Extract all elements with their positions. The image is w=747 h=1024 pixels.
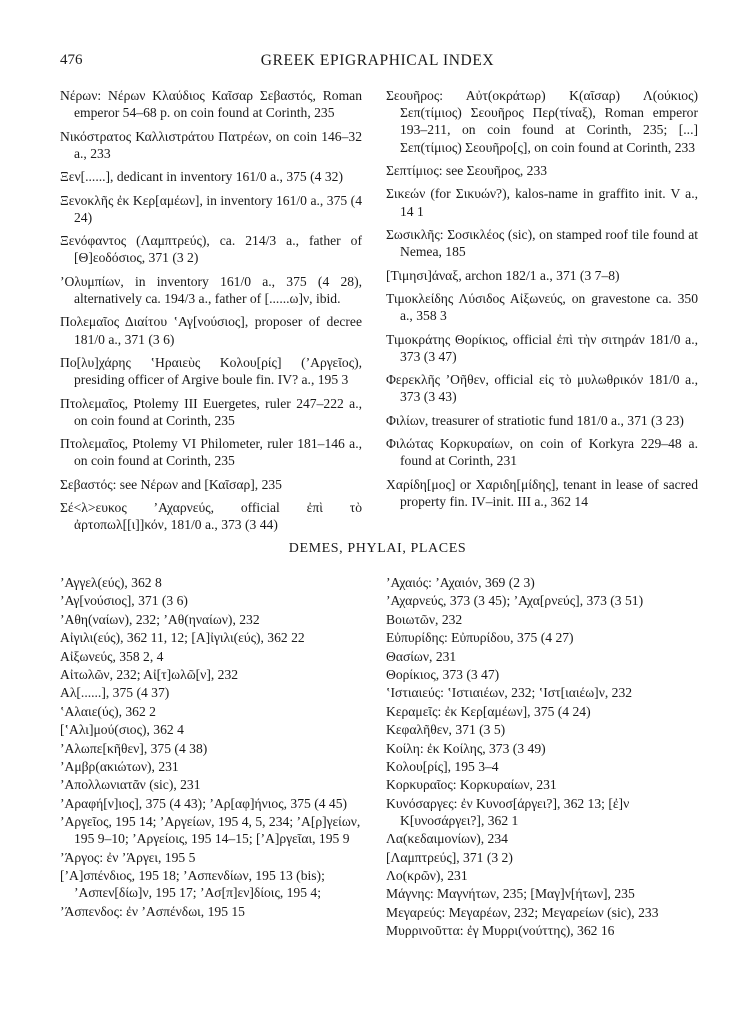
page-number: 476 [60,52,83,68]
index-entry: Χαρίδη[μος] or Χαριδη[μίδης], tenant in lease of sacred property fin. IV–init. III a., 362 14 [386,476,698,509]
deme-entry: ʼΑμβρ(ακιώτων), 231 [60,758,179,774]
index-entry: [Τιμησι]άναξ, archon 182/1 a., 371 (3 7–8) [386,267,620,283]
deme-entry: ʼΑγ[νούσιος], 371 (3 6) [60,593,188,609]
section-heading: DEMES, PHYLAI, PLACES [288,541,467,556]
deme-entry: ʼΑραφή[ν]ιος], 375 (4 43); ʼΑρ[αφ]ήνιος, 375 (4 45) [60,795,348,811]
index-entry: Τιμοκράτης Θορίκιος, official ἐπὶ τὴν σιτηράν 181/0 a., 373 (3 47) [386,331,698,364]
index-entry: Σέ<λ>ευκος ʼΑχαρνεύς, official ἐπὶ τὸ ἀρτοπωλ[[ι]]κόν, 181/0 a., 373 (3 44) [60,500,362,533]
index-entry: Νέρων: Νέρων Κλαύδιος Καῖσαρ Σεβαστός, Roman emperor 54–68 p. on coin found at Corinth, 235 [60,88,362,121]
index-entry: Ξεν[......], dedicant in inventory 161/0 a., 375 (4 32) [60,169,343,185]
index-entry: Τιμοκλείδης Λύσιδος Αἰξωνεύς, on gravestone ca. 350 a., 358 3 [386,290,698,324]
deme-entry: Κορκυραῖος: Κορκυραίων, 231 [386,777,557,793]
deme-entry: Κεφαλῆθεν, 371 (3 5) [386,722,506,738]
deme-entry: ʼΑλωπε[κῆθεν], 375 (4 38) [60,740,208,756]
deme-entry: Μεγαρεύς: Μεγαρέων, 232; Μεγαρείων (sic), 233 [386,904,659,920]
deme-entry: [ʽΑλι]μού(σιος), 362 4 [60,722,184,738]
index-entry: Πτολεμαῖος, Ptolemy III Euergetes, ruler 247–222 a., on coin found at Corinth, 235 [60,395,362,428]
deme-entry: Αλ[......], 375 (4 37) [60,685,170,701]
index-entry: Φιλίων, treasurer of stratiotic fund 181/0 a., 371 (3 23) [386,412,684,428]
deme-entry: ʼΑθη(ναίων), 232; ʼΑθ(ηναίων), 232 [60,611,260,627]
demes-column-right [386,574,698,941]
deme-entry: Κολου[ρίς], 195 3–4 [386,758,499,774]
running-title: GREEK EPIGRAPHICAL INDEX [260,52,495,69]
index-entry: Ξενόφαντος (Λαμπτρεύς), ca. 214/3 a., father of [Θ]εοδόσιος, 371 (3 2) [60,233,362,266]
deme-entry: Αἰτωλῶν, 232; Αἰ[τ]ωλῶ[ν], 232 [60,666,239,682]
index-entry: Σεβαστός: see Νέρων and [Καῖσαρ], 235 [60,476,282,492]
deme-entry: Θασίων, 231 [386,648,457,664]
deme-entry: Λα(κεδαιμονίων), 234 [386,831,508,847]
index-entry: Σωσικλῆς: Σοσικλέος (sic), on stamped roof tile found at Nemea, 185 [386,226,698,260]
deme-entry: ʼΑχαιός: ʼΑχαιόν, 369 (2 3) [386,575,535,590]
index-entry: Σικεών (for Σικυών?), kalos-name in graffito init. V a., 14 1 [386,186,698,219]
deme-entry: Αἰγιλι(εύς), 362 11, 12; [Α]ἰγιλι(εύς), 362 22 [60,630,305,646]
page-header [60,52,695,74]
deme-entry: ʼΑργεῖος, 195 14; ʼΑργείων, 195 4, 5, 234; ʼΑ[ρ]γείων, 195 9–10; ʼΑργείοις, 195 14–15; [ʼΑ]ργεῖαι, 195 9 [60,814,361,847]
index-column-right [386,87,698,516]
deme-entry: [ʼΑ]σπένδιος, 195 18; ʼΑσπενδίων, 195 13 (bis); ʼΑσπεν[δίω]ν, 195 17; ʼΑσ[π]εν]δίοις, 195 4; [60,868,325,901]
deme-entry: ʼΆργος: ἐν ʼΆργει, 195 5 [60,849,196,865]
deme-entry: Μάγνης: Μαγνήτων, 235; [Μαγ]ν[ήτων], 235 [386,886,635,902]
deme-entry: Εὐπυρίδης: Εὐπυρίδου, 375 (4 27) [386,630,574,646]
deme-entry: ʽΙστιαιεύς: ʽΙστιαιέων, 232; ʽΙστ[ιαιέω]ν, 232 [386,685,633,701]
deme-entry: [Λαμπτρεύς], 371 (3 2) [386,849,513,865]
demes-column-left [60,574,362,921]
index-entry: Πολεμαῖος Διαίτου ʽΑγ[νούσιος], proposer of decree 181/0 a., 371 (3 6) [60,314,362,347]
deme-entry: Κυνόσαργες: ἐν Κυνοσ[άργει?], 362 13; [ἐ]ν Κ[υνοσάργει?], 362 1 [386,795,630,828]
deme-entry: ʼΑχαρνεύς, 373 (3 45); ʼΑχα[ρνεύς], 373 (3 51) [386,593,644,609]
deme-entry: ʼΑπολλωνιατᾶν (sic), 231 [60,777,201,793]
deme-entry: ʼΑγγελ(εύς), 362 8 [60,575,162,590]
deme-entry: ʼΆσπενδος: ἐν ʼΑσπένδωι, 195 15 [60,903,245,919]
index-column-left [60,87,362,540]
deme-entry: Βοιωτῶν, 232 [386,611,463,627]
deme-entry: Μυρρινοῦττα: ἐγ Μυρρι(νούττης), 362 16 [386,923,615,939]
index-entry: ʼΟλυμπίων, in inventory 161/0 a., 375 (4 28), alternatively ca. 194/3 a., father of [......ω]ν, ibid. [60,273,362,306]
deme-entry: Θορίκιος, 373 (3 47) [386,666,500,682]
index-entry: Φιλώτας Κορκυραίων, on coin of Korkyra 229–48 a. found at Corinth, 231 [386,436,698,469]
deme-entry: Κοίλη: ἐκ Κοίλης, 373 (3 49) [386,740,546,756]
deme-entry: ʽΑλαιε(ύς), 362 2 [60,703,156,719]
index-entry: Φερεκλῆς ʼΟῆθεν, official εἰς τὸ μυλωθρικόν 181/0 a., 373 (3 43) [386,372,698,405]
deme-entry: Κεραμεῖς: ἐκ Κερ[αμέων], 375 (4 24) [386,703,591,719]
index-entry: Σεπτίμιος: see Σεουῆρος, 233 [386,163,548,178]
index-entry: Νικόστρατος Καλλιστράτου Πατρέων, on coin 146–32 a., 233 [60,128,362,161]
deme-entry: Λο(κρῶν), 231 [386,868,468,884]
index-entry: Πτολεμαῖος, Ptolemy VI Philometer, ruler 181–146 a., on coin found at Corinth, 235 [60,436,362,469]
index-entry: Σεουῆρος: Αὐτ(οκράτωρ) Κ(αῖσαρ) Λ(ούκιος) Σεπ(τίμιος) Σεουῆρος Περ(τίναξ), Roman emperor 193–211, on coin found at Corinth, 235; [...] Σεπ(τίμιος) Σεουῆρο[ς], on coin found at Corinth, 233 [386,88,698,155]
index-entry: Ξενοκλῆς ἐκ Κερ[αμέων], in inventory 161/0 a., 375 (4 24) [60,192,362,225]
index-entry: Πο[λυ]χάρης ʽΗραιεὺς Κολου[ρίς] (ʼΑργεῖος), presiding officer of Argive boule fin. IV? a., 195 3 [60,354,362,388]
deme-entry: Αἰξωνεύς, 358 2, 4 [60,648,164,664]
